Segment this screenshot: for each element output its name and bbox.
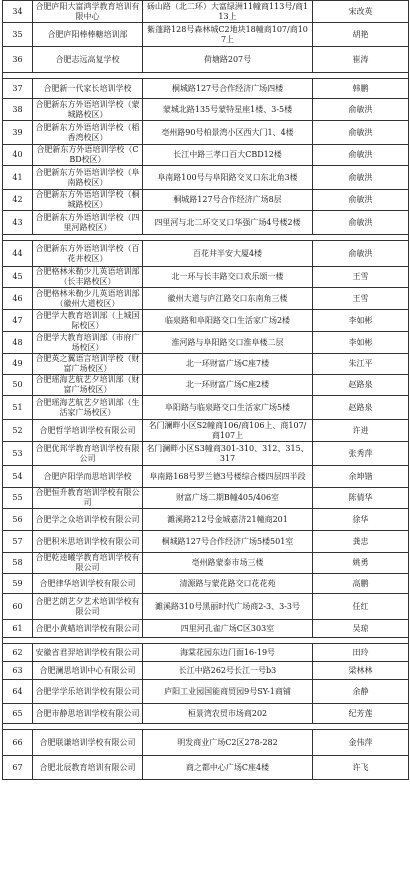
school-name: 合肥新东方外语培训学校（阜南路校区） bbox=[33, 166, 143, 190]
legal-representative: 韩鹏 bbox=[313, 79, 409, 99]
row-number: 65 bbox=[3, 704, 33, 724]
school-address: 四里河与北二环交叉口华强广场4号楼2楼 bbox=[143, 211, 313, 235]
legal-representative: 余坤锴 bbox=[313, 466, 409, 488]
table-row bbox=[3, 442, 409, 466]
row-number: 34 bbox=[3, 1, 33, 23]
school-address: 财富广场二期B幢405/406室 bbox=[143, 488, 313, 509]
row-number: 52 bbox=[3, 420, 33, 442]
table-row bbox=[3, 288, 409, 310]
legal-representative: 胡艳 bbox=[313, 23, 409, 47]
school-name: 合肥志远高复学校 bbox=[33, 47, 143, 73]
table-row bbox=[3, 375, 409, 396]
legal-representative: 任红 bbox=[313, 594, 409, 620]
table-row bbox=[3, 574, 409, 594]
school-name: 合肥澜思培训中心有限公司 bbox=[33, 662, 143, 680]
row-number: 37 bbox=[3, 79, 33, 99]
school-address: 北一环财富广场C座2楼 bbox=[143, 375, 313, 396]
row-number: 61 bbox=[3, 620, 33, 638]
row-number: 64 bbox=[3, 680, 33, 704]
table-row bbox=[3, 420, 409, 442]
school-name: 合肥瑶海艺航艺夕培训部（生活家广场校区） bbox=[33, 396, 143, 420]
row-number: 42 bbox=[3, 190, 33, 211]
legal-representative: 俞敏洪 bbox=[313, 241, 409, 267]
school-name: 安徽省君羿培训学校有限公司 bbox=[33, 644, 143, 662]
school-address: 濉溪路212号金城嘉济21幢商201 bbox=[143, 509, 313, 531]
table-row bbox=[3, 145, 409, 166]
school-name: 合肥新东方外语培训学校（百花井校区） bbox=[33, 241, 143, 267]
school-name: 合肥哲学培训学校有限公司 bbox=[33, 420, 143, 442]
row-number: 63 bbox=[3, 662, 33, 680]
school-name: 合肥新东方外语培训学校（桐城路校区） bbox=[33, 190, 143, 211]
row-number: 35 bbox=[3, 23, 33, 47]
legal-representative: 俞敏洪 bbox=[313, 211, 409, 235]
training-schools-table bbox=[2, 0, 409, 780]
school-name: 合肥学之众培训学校有限公司 bbox=[33, 509, 143, 531]
legal-representative: 俞敏洪 bbox=[313, 190, 409, 211]
table-row bbox=[3, 644, 409, 662]
row-number: 53 bbox=[3, 442, 33, 466]
row-number: 36 bbox=[3, 47, 33, 73]
row-number: 56 bbox=[3, 509, 33, 531]
school-name: 合肥新东方外语培训学校（稻香湾校区） bbox=[33, 121, 143, 145]
school-name: 合肥学大教育培训部（市府广场校区） bbox=[33, 332, 143, 354]
legal-representative: 高鹏 bbox=[313, 574, 409, 594]
school-address: 紫蓬路128号森林城C2地块18幢商107/商107上 bbox=[143, 23, 313, 47]
school-name: 合肥新东方外语培训学校（蒙城路校区） bbox=[33, 99, 143, 121]
table-row bbox=[3, 267, 409, 288]
table-row bbox=[3, 756, 409, 780]
row-number: 58 bbox=[3, 553, 33, 574]
row-number: 60 bbox=[3, 594, 33, 620]
legal-representative: 宋改英 bbox=[313, 1, 409, 23]
school-address: 北一环与长丰路交口欢乐颂一楼 bbox=[143, 267, 313, 288]
row-number: 50 bbox=[3, 375, 33, 396]
table-row bbox=[3, 332, 409, 354]
school-address: 清源路与蒙花路交口花花苑 bbox=[143, 574, 313, 594]
table-row bbox=[3, 509, 409, 531]
legal-representative: 许进 bbox=[313, 420, 409, 442]
school-address: 四里河孔雀广场C区303室 bbox=[143, 620, 313, 638]
table-row bbox=[3, 99, 409, 121]
row-number: 38 bbox=[3, 99, 33, 121]
legal-representative: 陈倩华 bbox=[313, 488, 409, 509]
legal-representative: 赵路泉 bbox=[313, 396, 409, 420]
row-number: 66 bbox=[3, 730, 33, 756]
table-body bbox=[3, 1, 409, 780]
school-address: 濉溪路310号黑丽时代广场商2-3、3-3号 bbox=[143, 594, 313, 620]
row-number: 46 bbox=[3, 288, 33, 310]
school-name: 合肥优邦学教育培训学校有限公司 bbox=[33, 442, 143, 466]
school-address: 阜南路168号罗兰德3号楼综合楼四层四半段 bbox=[143, 466, 313, 488]
table-row bbox=[3, 79, 409, 99]
row-number: 59 bbox=[3, 574, 33, 594]
row-number: 40 bbox=[3, 145, 33, 166]
legal-representative: 崔涛 bbox=[313, 47, 409, 73]
school-address: 桐城路127号合作经济广场四楼 bbox=[143, 79, 313, 99]
school-address: 长江中路三孝口百大CBD12楼 bbox=[143, 145, 313, 166]
table-row bbox=[3, 730, 409, 756]
school-address: 桓景湾农贸市场商202 bbox=[143, 704, 313, 724]
school-address: 桐城路127号合作经济广场8层 bbox=[143, 190, 313, 211]
school-address: 商之都中心广场C座4楼 bbox=[143, 756, 313, 780]
legal-representative: 俞敏洪 bbox=[313, 145, 409, 166]
legal-representative: 朱江平 bbox=[313, 354, 409, 375]
row-number: 48 bbox=[3, 332, 33, 354]
school-address: 亳州路90号柏景湾小区西大门1、4楼 bbox=[143, 121, 313, 145]
table-row bbox=[3, 620, 409, 638]
table-row bbox=[3, 1, 409, 23]
school-address: 徽州大道与庐江路交口东南角三楼 bbox=[143, 288, 313, 310]
table-row bbox=[3, 680, 409, 704]
table-row bbox=[3, 23, 409, 47]
row-number: 43 bbox=[3, 211, 33, 235]
legal-representative: 张秀萍 bbox=[313, 442, 409, 466]
row-number: 41 bbox=[3, 166, 33, 190]
school-address: 蒙城北路135号蒙特星座1楼、3-5楼 bbox=[143, 99, 313, 121]
legal-representative: 李如彬 bbox=[313, 332, 409, 354]
row-number: 57 bbox=[3, 531, 33, 553]
school-name: 合肥小黄蜡培训学校有限公司 bbox=[33, 620, 143, 638]
school-address: 亳州路蒙泰市场三楼 bbox=[143, 553, 313, 574]
school-name: 合肥新东方外语培训学校（四里河路校区） bbox=[33, 211, 143, 235]
school-name: 合肥格林米勒少儿英语培训部（长丰路校区） bbox=[33, 267, 143, 288]
school-name: 合肥市静思培训学校有限公司 bbox=[33, 704, 143, 724]
row-number: 55 bbox=[3, 488, 33, 509]
school-address: 庐阳工业园国能商贸园9号SY-1商铺 bbox=[143, 680, 313, 704]
school-address: 明发商业广场C2区278-282 bbox=[143, 730, 313, 756]
school-name: 合肥庐阳大富鸿学教育培训有限中心 bbox=[33, 1, 143, 23]
table-row bbox=[3, 310, 409, 332]
table-row bbox=[3, 466, 409, 488]
table-row bbox=[3, 396, 409, 420]
row-number: 62 bbox=[3, 644, 33, 662]
row-number: 47 bbox=[3, 310, 33, 332]
school-name: 合肥瑶海艺航艺夕培训部（财富广场校区） bbox=[33, 375, 143, 396]
school-address: 名门澜畔小区S3幢商301-310、312、315、317 bbox=[143, 442, 313, 466]
school-name: 合肥乾逵曦学教育培训学校有限公司 bbox=[33, 553, 143, 574]
legal-representative: 吴琼 bbox=[313, 620, 409, 638]
school-name: 合肥庐阳学而思培训学校 bbox=[33, 466, 143, 488]
table-row bbox=[3, 354, 409, 375]
table-row bbox=[3, 531, 409, 553]
school-name: 合肥积米思培训学校有限公司 bbox=[33, 531, 143, 553]
school-address: 阜阳路与临泉路交口生活家广场5楼 bbox=[143, 396, 313, 420]
legal-representative: 纪芳莲 bbox=[313, 704, 409, 724]
legal-representative: 俞敏洪 bbox=[313, 99, 409, 121]
school-address: 阜南路100号与阜阳路交叉口东北角3楼 bbox=[143, 166, 313, 190]
table-row bbox=[3, 241, 409, 267]
table-row bbox=[3, 704, 409, 724]
legal-representative: 梁林林 bbox=[313, 662, 409, 680]
legal-representative: 王雪 bbox=[313, 267, 409, 288]
table-row bbox=[3, 166, 409, 190]
row-number: 67 bbox=[3, 756, 33, 780]
legal-representative: 王雪 bbox=[313, 288, 409, 310]
school-name: 合肥联谦培训学校有限公司 bbox=[33, 730, 143, 756]
row-number: 54 bbox=[3, 466, 33, 488]
school-name: 合肥艺朗艺夕艺术培训学校有限公司 bbox=[33, 594, 143, 620]
legal-representative: 余静 bbox=[313, 680, 409, 704]
legal-representative: 赵路泉 bbox=[313, 375, 409, 396]
school-name: 合肥格林米勒少儿英语培训部（徽州大道校区） bbox=[33, 288, 143, 310]
school-address: 海棠花园东边门面16-19号 bbox=[143, 644, 313, 662]
row-number: 44 bbox=[3, 241, 33, 267]
row-number: 51 bbox=[3, 396, 33, 420]
school-name: 合肥英之翼语言培训学校（财富广场校区） bbox=[33, 354, 143, 375]
school-address: 砀山路（北二环）大富绿洲11幢商113号/商113上 bbox=[143, 1, 313, 23]
table-row bbox=[3, 594, 409, 620]
table-row bbox=[3, 553, 409, 574]
legal-representative: 田玲 bbox=[313, 644, 409, 662]
table-row bbox=[3, 121, 409, 145]
school-name: 合肥恒升教育培训学校有限公司 bbox=[33, 488, 143, 509]
school-name: 合肥庐阳棒棒糖培训部 bbox=[33, 23, 143, 47]
table-row bbox=[3, 211, 409, 235]
school-address: 百花井半安大厦4楼 bbox=[143, 241, 313, 267]
school-name: 合肥学学乐培训学校有限公司 bbox=[33, 680, 143, 704]
legal-representative: 姚勇 bbox=[313, 553, 409, 574]
legal-representative: 俞敏洪 bbox=[313, 166, 409, 190]
school-name: 合肥学大教育培训部（上城国际校区） bbox=[33, 310, 143, 332]
school-address: 北一环财富广场C座7楼 bbox=[143, 354, 313, 375]
legal-representative: 金伟萍 bbox=[313, 730, 409, 756]
table-row bbox=[3, 190, 409, 211]
legal-representative: 李如彬 bbox=[313, 310, 409, 332]
school-address: 长江中路262号长江一号b3 bbox=[143, 662, 313, 680]
school-address: 荷塘路207号 bbox=[143, 47, 313, 73]
table-row bbox=[3, 488, 409, 509]
school-name: 合肥新东方外语培训学校（CBD校区） bbox=[33, 145, 143, 166]
school-name: 合肥新一代家长培训学校 bbox=[33, 79, 143, 99]
legal-representative: 龚忠 bbox=[313, 531, 409, 553]
school-address: 临泉路和阜阳路交口生活家广场2楼 bbox=[143, 310, 313, 332]
school-address: 淮河路与阜阳路交口淮阜楼二层 bbox=[143, 332, 313, 354]
school-name: 合肥北辰教育培训有限公司 bbox=[33, 756, 143, 780]
school-address: 名门澜畔小区S2幢商106/商106上、商107/商107上 bbox=[143, 420, 313, 442]
table-row bbox=[3, 47, 409, 73]
school-address: 桐城路127号合作经济广场5楼501室 bbox=[143, 531, 313, 553]
row-number: 49 bbox=[3, 354, 33, 375]
legal-representative: 俞敏洪 bbox=[313, 121, 409, 145]
legal-representative: 许飞 bbox=[313, 756, 409, 780]
table-row bbox=[3, 662, 409, 680]
row-number: 39 bbox=[3, 121, 33, 145]
school-name: 合肥律华培训学校有限公司 bbox=[33, 574, 143, 594]
legal-representative: 徐华 bbox=[313, 509, 409, 531]
row-number: 45 bbox=[3, 267, 33, 288]
